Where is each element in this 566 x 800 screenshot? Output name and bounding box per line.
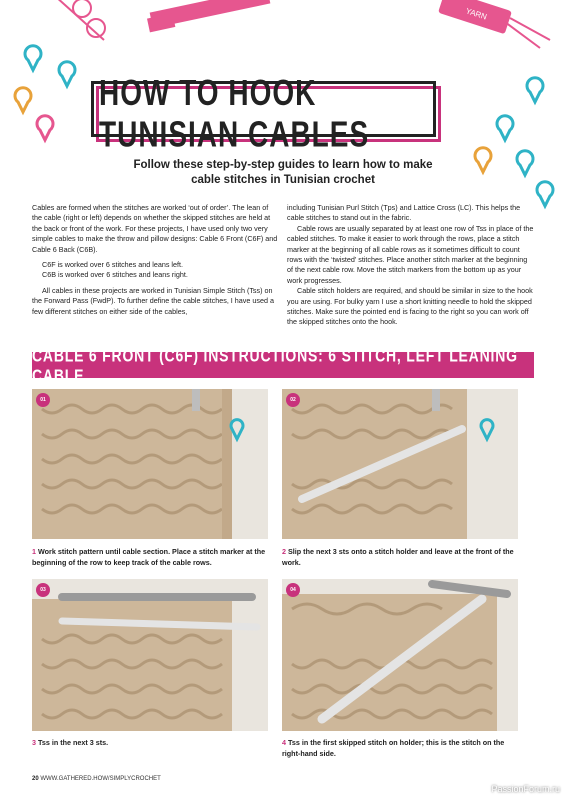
watermark: PassionForum.ru	[491, 784, 560, 794]
knitted-swatch-image	[282, 389, 518, 539]
step-text: Tss in the next 3 sts.	[38, 738, 109, 747]
subtitle-line-2: cable stitches in Tunisian crochet	[191, 174, 375, 186]
step-caption-4	[282, 738, 522, 759]
subtitle-line-1: Follow these step-by-step guides to learn how to make	[133, 159, 433, 171]
step-number: 1	[32, 547, 36, 556]
step-badge: 01	[36, 393, 50, 407]
section-banner	[32, 345, 534, 385]
step-caption-1	[32, 547, 272, 568]
paragraph: Cables are formed when the stitches are worked ‘out of order’. The lean of the cable (right or left) depends on whether the skipped stitches are held at the back or front of the work. For these projects, I have used only two very simple cables to make the throw and pillow designs: Cable 6 Front (C6F) and Cable 6 Back (C6B).	[32, 203, 278, 254]
svg-text:YARN: YARN	[464, 6, 488, 22]
paragraph: Cable rows are usually separated by at least one row of Tss in place of the cabled stitches. To make it easier to work through the rows, place a stitch marker at the beginning of all cable rows as it sometimes difficult to count rows with the ‘twisted’ stitches. Place another stitch marker at the beginning of the next cable row. Move the stitch markers from the bottom up as your work progresses.	[287, 223, 534, 285]
page-title: HOW TO HOOK TUNISIAN CABLES	[99, 72, 370, 155]
step-text: Work stitch pattern until cable section. Place a stitch marker at the beginning of the row to keep track of the cable rows.	[32, 547, 266, 567]
step-caption-3	[32, 738, 272, 749]
page-title-box	[96, 72, 441, 155]
step-number: 3	[32, 738, 36, 747]
knitted-swatch-image	[32, 579, 268, 731]
step-number: 2	[282, 547, 286, 556]
step-text: Tss in the first skipped stitch on holder; this is the stitch on the right-hand side.	[282, 738, 505, 758]
step-text: Slip the next 3 sts onto a stitch holder and leave at the front of the work.	[282, 547, 514, 567]
body-column-left	[32, 203, 279, 322]
section-banner-text: CABLE 6 FRONT (C6F) INSTRUCTIONS: 6 STITCH, LEFT LEANING CABLE	[32, 345, 518, 385]
footer-url[interactable]: WWW.GATHERED.HOW/SIMPLYCROCHET	[40, 776, 161, 782]
paragraph: All cables in these projects are worked in Tunisian Simple Stitch (Tss) on the Forward Pass (FwdP). To further define the cable stitches, I have used a few different stitches on either side of the cables,	[32, 285, 274, 316]
step-photo-4	[282, 579, 518, 731]
step-badge: 02	[286, 393, 300, 407]
step-number: 4	[282, 738, 286, 747]
knitted-swatch-image	[32, 389, 268, 539]
step-caption-2	[282, 547, 522, 568]
paragraph: Cable stitch holders are required, and should be similar in size to the hook you are using. For bulky yarn I use a short knitting needle to hold the skipped stitches. Make sure the pointed end is facing to the right so you can work off the skipped stitches onto the hook.	[287, 286, 533, 327]
page-footer	[32, 776, 161, 782]
page-number: 20	[32, 776, 39, 782]
paragraph: including Tunisian Purl Stitch (Tps) and Lattice Cross (LC). This helps the cable stitches to stand out in the fabric.	[287, 203, 521, 223]
step-photo-2	[282, 389, 518, 539]
knitted-swatch-image	[282, 579, 518, 731]
paragraph: C6B is worked over 6 stitches and leans right.	[42, 270, 188, 280]
body-column-right	[287, 203, 534, 333]
step-photo-3	[32, 579, 268, 731]
page-subtitle	[80, 158, 486, 188]
step-badge: 03	[36, 583, 50, 597]
paragraph: C6F is worked over 6 stitches and leans left.	[42, 260, 184, 270]
step-badge: 04	[286, 583, 300, 597]
step-photo-1	[32, 389, 268, 539]
